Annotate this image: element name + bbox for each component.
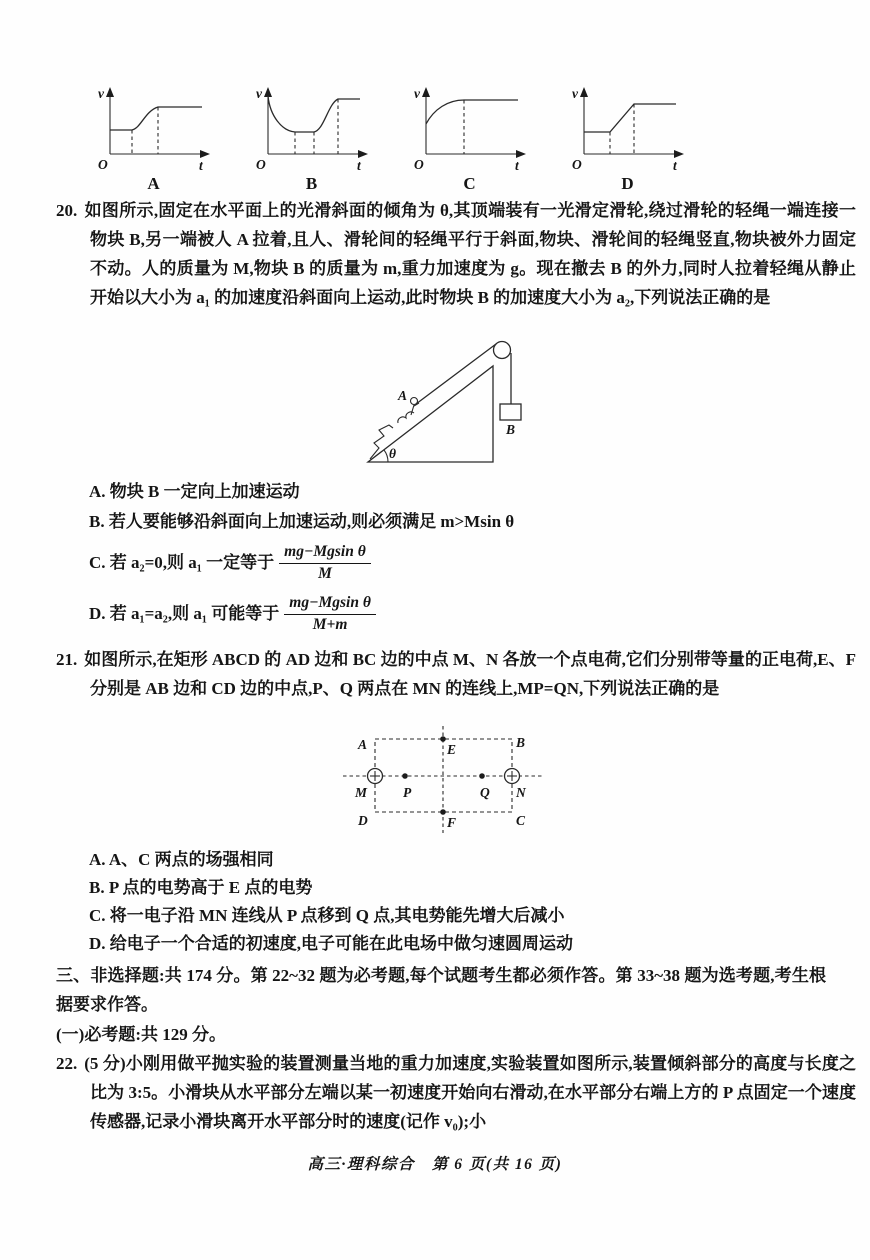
graph-option-d — [570, 84, 685, 194]
person-label: A — [398, 388, 408, 403]
q20-option-d-text: D. 若 a₁=a₂,则 a₁ 可能等于 — [89, 604, 280, 623]
label-b: B — [516, 735, 526, 750]
label-d: D — [358, 813, 368, 828]
graph-letter-d: D — [621, 174, 634, 193]
v-axis-arrow-icon — [106, 87, 114, 97]
v-label: v — [256, 86, 262, 101]
graph-option-a — [96, 84, 211, 194]
page-footer: 高三·理科综合 第 6 页(共 16 页) — [307, 1156, 563, 1173]
question-22 — [56, 1049, 856, 1136]
t-label: t — [515, 158, 519, 173]
angle-label: θ — [389, 446, 397, 461]
vt-graph-a — [96, 84, 211, 174]
origin-label: O — [414, 157, 424, 172]
question-22-number: 22. — [56, 1054, 78, 1073]
origin-label: O — [572, 157, 582, 172]
point-e-dot — [440, 736, 446, 742]
v-label: v — [98, 86, 104, 101]
point-q-dot — [479, 773, 485, 779]
charge-n-icon — [505, 769, 520, 784]
label-a: A — [358, 737, 368, 752]
curve — [268, 96, 360, 132]
incline-triangle — [368, 366, 493, 462]
q21-option-d: D. 给电子一个合适的初速度,电子可能在此电场中做匀速圆周运动 — [89, 934, 574, 953]
graph-option-c — [412, 84, 527, 194]
fraction — [284, 594, 376, 634]
q20-option-d — [89, 589, 819, 639]
v-label: v — [414, 86, 420, 101]
q20-option-a: A. 物块 B 一定向上加速运动 — [89, 482, 300, 501]
t-label: t — [673, 158, 677, 173]
point-p-dot — [402, 773, 408, 779]
question-20-options — [89, 477, 819, 640]
vt-graph-d — [570, 84, 685, 174]
t-label: t — [199, 158, 203, 173]
rectangle-charge-diagram — [330, 723, 570, 843]
velocity-time-graph-options — [96, 84, 685, 194]
fraction-numerator: mg−Mgsin θ — [284, 594, 376, 615]
curve — [584, 104, 676, 132]
point-f-dot — [440, 809, 446, 815]
charge-m-icon — [368, 769, 383, 784]
question-21-options — [89, 846, 819, 958]
question-20 — [56, 196, 856, 312]
t-label: t — [357, 158, 361, 173]
fraction-denominator: M+m — [312, 615, 348, 633]
curve — [110, 107, 202, 130]
q21-option-c: C. 将一电子沿 MN 连线从 P 点移到 Q 点,其电势能先增大后减小 — [89, 906, 565, 925]
graph-letter-b: B — [305, 174, 318, 193]
block-b — [500, 404, 521, 420]
person-head — [411, 398, 418, 405]
v-axis-arrow-icon — [580, 87, 588, 97]
q21-option-a: A. A、C 两点的场强相同 — [89, 850, 274, 869]
q20-option-b: B. 若人要能够沿斜面向上加速运动,则必须满足 m>Msin θ — [89, 512, 515, 531]
graph-option-b — [254, 84, 369, 194]
v-axis-arrow-icon — [422, 87, 430, 97]
v-axis-arrow-icon — [264, 87, 272, 97]
question-22-stem: (5 分)小刚用做平抛实验的装置测量当地的重力加速度,实验装置如图所示,装置倾斜部分的高度与长度之比为 3:5。小滑块从水平部分左端以某一初速度开始向右滑动,在水平部分右端上方的 P 点固定一个速度传感器,记录小滑块离开水平部分时的速度(记作 v₀);小 — [84, 1054, 856, 1131]
t-axis-arrow-icon — [200, 150, 210, 158]
t-axis-arrow-icon — [516, 150, 526, 158]
curve — [426, 100, 518, 124]
fraction-denominator: M — [318, 564, 332, 582]
fraction — [279, 543, 371, 583]
vt-graph-b — [254, 84, 369, 174]
origin-label: O — [256, 157, 266, 172]
question-21-stem: 如图所示,在矩形 ABCD 的 AD 边和 BC 边的中点 M、N 各放一个点电荷,它们分别带等量的正电荷,E、F 分别是 AB 边和 CD 边的中点,P、Q 两点在 MN 的连线上,MP=QN,下列说法正确的是 — [84, 650, 856, 698]
label-c: C — [516, 813, 526, 828]
graph-letter-a: A — [147, 174, 160, 193]
pulley-icon — [494, 342, 511, 359]
label-e: E — [447, 742, 457, 757]
angle-arc — [384, 450, 388, 462]
label-n: N — [516, 785, 526, 800]
q20-option-c-text: C. 若 a₂=0,则 a₁ 一定等于 — [89, 553, 275, 572]
question-21 — [56, 645, 856, 703]
question-20-stem: 如图所示,固定在水平面上的光滑斜面的倾角为 θ,其顶端装有一光滑定滑轮,绕过滑轮的轻绳一端连接一物块 B,另一端被人 A 拉着,且人、滑轮间的轻绳平行于斜面,物块、滑轮间的轻绳竖直,物块被外力固定不动。人的质量为 M,物块 B 的质量为 m,重力加速度为 g。现在撤去 B 的外力,同时人拉着轻绳从静止开始以大小为 a₁ 的加速度沿斜面向上运动,此时物块 B 的加速度大小为 a₂,下列说法正确的是 — [84, 201, 856, 307]
section-3-heading: 三、非选择题:共 174 分。第 22~32 题为必考题,每个试题考生都必须作答。第 33~38 题为选考题,考生根据要求作答。 — [56, 966, 826, 1014]
q21-option-b: B. P 点的电势高于 E 点的电势 — [89, 878, 313, 897]
section-3-subsection: (一)必考题:共 129 分。 — [56, 1025, 226, 1044]
t-axis-arrow-icon — [674, 150, 684, 158]
label-f: F — [447, 815, 457, 830]
block-label: B — [506, 422, 516, 437]
t-axis-arrow-icon — [358, 150, 368, 158]
question-20-number: 20. — [56, 201, 78, 220]
v-label: v — [572, 86, 578, 101]
graph-letter-c: C — [463, 174, 476, 193]
q20-option-c — [89, 538, 819, 588]
incline-pulley-diagram — [330, 338, 590, 478]
label-p: P — [403, 785, 412, 800]
fraction-numerator: mg−Mgsin θ — [279, 543, 371, 564]
origin-label: O — [98, 157, 108, 172]
vt-graph-c — [412, 84, 527, 174]
label-q: Q — [480, 785, 490, 800]
label-m: M — [355, 785, 368, 800]
question-21-number: 21. — [56, 650, 78, 669]
person-body — [411, 403, 419, 415]
